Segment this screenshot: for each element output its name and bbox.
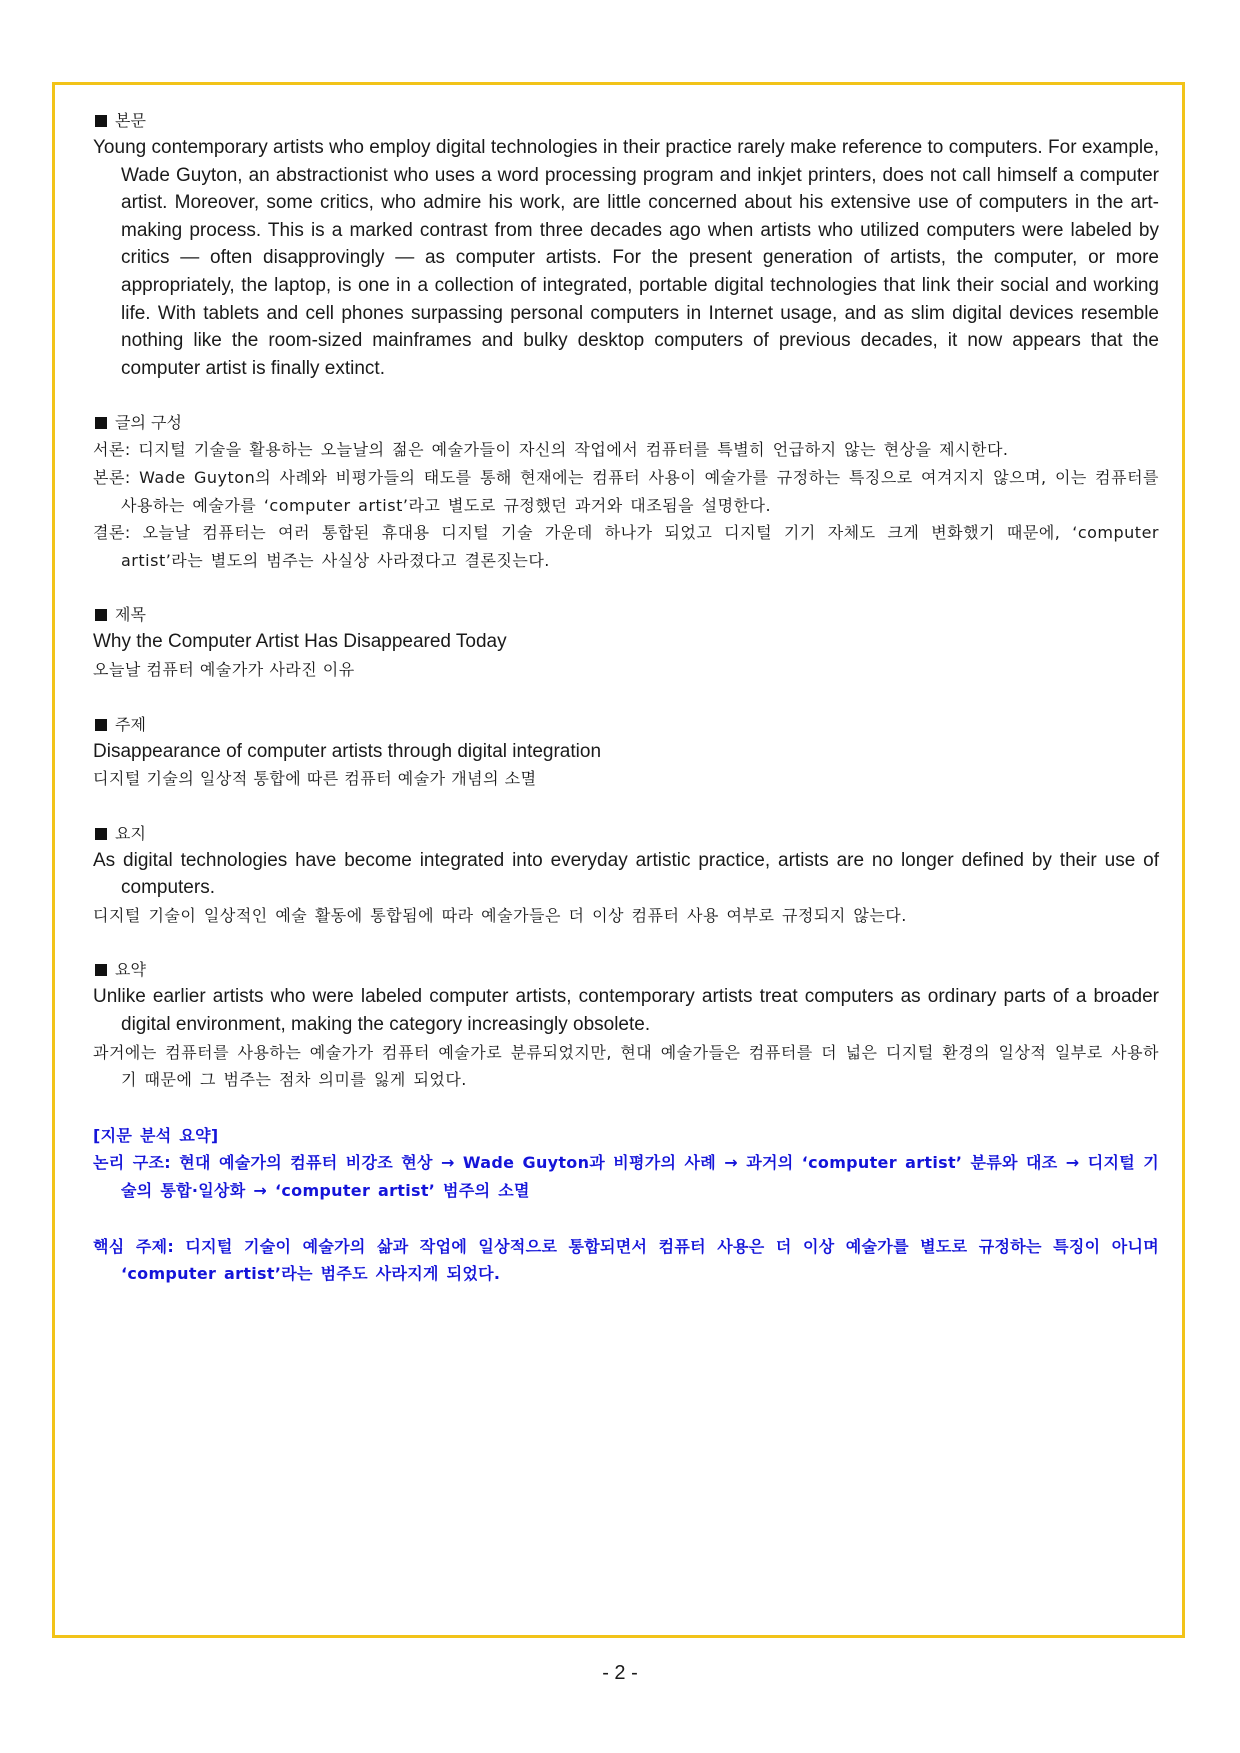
section-gist <box>93 821 1159 930</box>
section-heading-label: 글의 구성 <box>115 413 182 433</box>
analysis-core: 핵심 주제: 디지털 기술이 예술가의 삶과 작업에 일상적으로 통합되면서 컴퓨터 사용은 더 이상 예술가를 별도로 규정하는 특징이 아니며 ‘computer artist’라는 범주도 사라지게 되었다. <box>93 1236 1159 1284</box>
section-heading-label: 본문 <box>115 111 146 130</box>
section-heading <box>93 957 1159 983</box>
summary-korean: 과거에는 컴퓨터를 사용하는 예술가가 컴퓨터 예술가로 분류되었지만, 현대 예술가들은 컴퓨터를 더 넓은 디지털 환경의 일상적 일부로 사용하기 때문에 그 범주는 점차 의미를 잃게 되었다. <box>93 1042 1159 1090</box>
title-english: Why the Computer Artist Has Disappeared Today <box>93 631 507 653</box>
black-square-icon <box>95 115 107 127</box>
section-topic <box>93 712 1159 793</box>
section-heading-label: 요지 <box>115 823 146 843</box>
black-square-icon <box>95 964 107 976</box>
gist-korean: 디지털 기술이 일상적인 예술 활동에 통합됨에 따라 예술가들은 더 이상 컴퓨터 사용 여부로 규정되지 않는다. <box>93 905 907 925</box>
black-square-icon <box>95 417 107 429</box>
section-structure <box>93 410 1159 574</box>
structure-conclusion: 결론: 오늘날 컴퓨터는 여러 통합된 휴대용 디지털 기술 가운데 하나가 되었고 디지털 기기 자체도 크게 변화했기 때문에, ‘computer artist’라는 별도의 범주는 사실상 사라졌다고 결론짓는다. <box>93 523 1159 570</box>
analysis-block <box>93 1122 1159 1288</box>
page-number: - 2 - <box>602 1662 638 1684</box>
analysis-heading: [지문 분석 요약] <box>93 1125 219 1145</box>
black-square-icon <box>95 609 107 621</box>
structure-intro: 서론: 디지털 기술을 활용하는 오늘날의 젊은 예술가들이 자신의 작업에서 컴퓨터를 특별히 언급하지 않는 현상을 제시한다. <box>93 440 1009 460</box>
body-paragraph: Young contemporary artists who employ digital technologies in their practice rarely make reference to computers. For example, Wade Guyton, an abstractionist who uses a word processing program and inkjet printers, does not call himself a computer artist. Moreover, some critics, who admire his work, are little concerned about his extensive use of computers in the art-making process. This is a marked contrast from three decades ago when artists who utilized computers were labeled by critics — often disapprovingly — as computer artists. For the present generation of artists, the computer, or more appropriately, the laptop, is one in a collection of integrated, portable digital technologies that link their social and working life. With tablets and cell phones surpassing personal computers in Internet usage, and as slim digital devices resemble nothing like the room-sized mainframes and bulky desktop computers of previous decades, it now appears that the computer artist is finally extinct. <box>93 137 1159 379</box>
summary-english: Unlike earlier artists who were labeled computer artists, contemporary artists treat computers as ordinary parts of a broader digital environment, making the category increasingly obsolete. <box>93 986 1159 1036</box>
topic-english: Disappearance of computer artists through digital integration <box>93 740 602 762</box>
section-body <box>93 108 1159 382</box>
topic-korean: 디지털 기술의 일상적 통합에 따른 컴퓨터 예술가 개념의 소멸 <box>93 769 537 789</box>
black-square-icon <box>95 828 107 840</box>
section-heading <box>93 602 1159 628</box>
section-heading-label: 제목 <box>115 605 146 625</box>
title-korean: 오늘날 컴퓨터 예술가가 사라진 이유 <box>93 659 355 679</box>
black-square-icon <box>95 719 107 731</box>
section-heading <box>93 410 1159 436</box>
section-summary <box>93 957 1159 1093</box>
gist-english: As digital technologies have become integrated into everyday artistic practice, artists are no longer defined by their use of computers. <box>93 849 1159 899</box>
section-heading <box>93 821 1159 847</box>
section-heading-label: 요약 <box>115 960 146 980</box>
section-title <box>93 602 1159 683</box>
analysis-spacer <box>93 1205 1159 1233</box>
section-heading <box>93 108 1159 134</box>
section-heading <box>93 712 1159 738</box>
analysis-logic: 논리 구조: 현대 예술가의 컴퓨터 비강조 현상 → Wade Guyton과 비평가의 사례 → 과거의 ‘computer artist’ 분류와 대조 → 디지털 기술의 통합·일상화 → ‘computer artist’ 범주의 소멸 <box>93 1153 1159 1201</box>
structure-main: 본론: Wade Guyton의 사례와 비평가들의 태도를 통해 현재에는 컴퓨터 사용이 예술가를 규정하는 특징으로 여겨지지 않으며, 이는 컴퓨터를 사용하는 예술가를 ‘computer artist’라고 별도로 규정했던 과거와 대조됨을 설명한다. <box>93 467 1159 515</box>
document-content <box>93 108 1159 1288</box>
section-heading-label: 주제 <box>115 714 146 734</box>
